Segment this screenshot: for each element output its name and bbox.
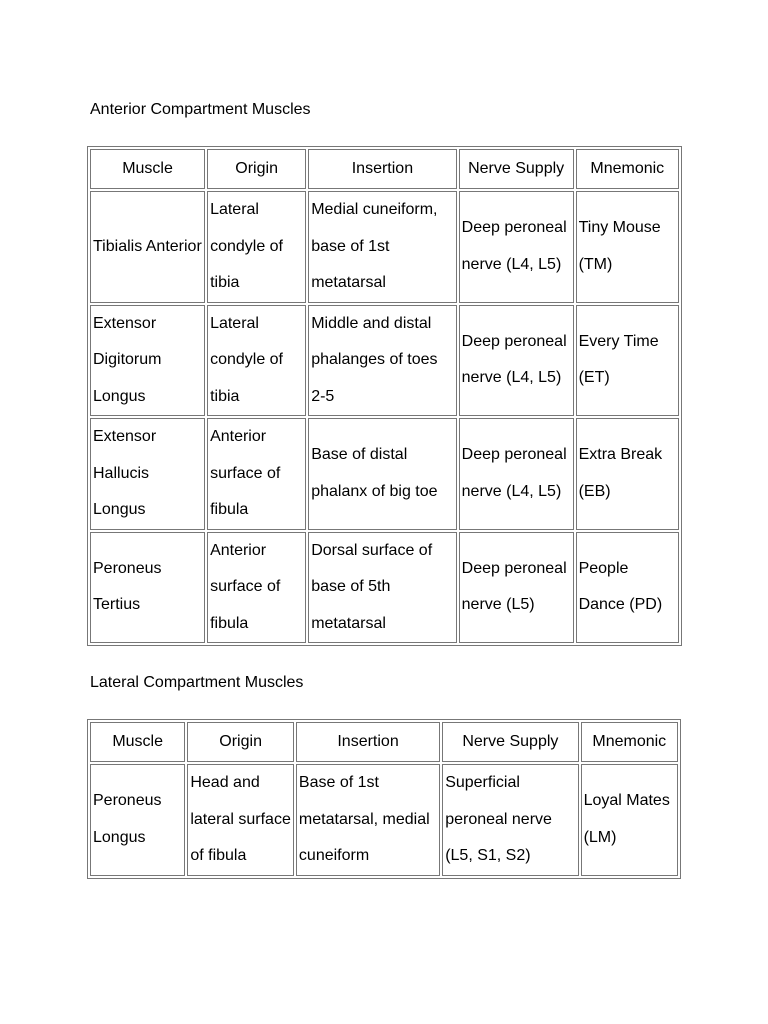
cell-origin: Anterior surface of fibula — [207, 532, 306, 644]
column-header-origin: Origin — [207, 149, 306, 189]
cell-nerve-supply: Deep peroneal nerve (L5) — [459, 532, 574, 644]
cell-origin: Head and lateral surface of fibula — [187, 764, 294, 876]
cell-nerve-supply: Deep peroneal nerve (L4, L5) — [459, 305, 574, 417]
cell-muscle: Peroneus Tertius — [90, 532, 205, 644]
cell-origin: Lateral condyle of tibia — [207, 191, 306, 303]
anterior-section-title: Anterior Compartment Muscles — [90, 101, 311, 118]
cell-insertion: Base of 1st metatarsal, medial cuneiform — [296, 764, 440, 876]
cell-nerve-supply: Superficial peroneal nerve (L5, S1, S2) — [442, 764, 578, 876]
cell-insertion: Dorsal surface of base of 5th metatarsal — [308, 532, 456, 644]
table-header-row — [90, 722, 678, 762]
column-header-insertion: Insertion — [296, 722, 440, 762]
cell-mnemonic: Every Time (ET) — [576, 305, 679, 417]
cell-mnemonic: Loyal Mates (LM) — [581, 764, 678, 876]
table-row — [90, 305, 679, 417]
column-header-insertion: Insertion — [308, 149, 456, 189]
cell-origin: Anterior surface of fibula — [207, 418, 306, 530]
cell-insertion: Medial cuneiform, base of 1st metatarsal — [308, 191, 456, 303]
column-header-mnemonic: Mnemonic — [581, 722, 678, 762]
cell-muscle: Peroneus Longus — [90, 764, 185, 876]
lateral-section-title: Lateral Compartment Muscles — [90, 674, 304, 691]
table-row — [90, 191, 679, 303]
column-header-muscle: Muscle — [90, 149, 205, 189]
cell-mnemonic: People Dance (PD) — [576, 532, 679, 644]
cell-mnemonic: Tiny Mouse (TM) — [576, 191, 679, 303]
column-header-nerve-supply: Nerve Supply — [442, 722, 578, 762]
cell-origin: Lateral condyle of tibia — [207, 305, 306, 417]
cell-muscle: Extensor Digitorum Longus — [90, 305, 205, 417]
cell-muscle: Extensor Hallucis Longus — [90, 418, 205, 530]
lateral-muscles-table — [87, 719, 681, 879]
column-header-mnemonic: Mnemonic — [576, 149, 679, 189]
cell-nerve-supply: Deep peroneal nerve (L4, L5) — [459, 418, 574, 530]
table-row — [90, 764, 678, 876]
cell-nerve-supply: Deep peroneal nerve (L4, L5) — [459, 191, 574, 303]
anterior-muscles-table — [87, 146, 682, 646]
table-header-row — [90, 149, 679, 189]
cell-mnemonic: Extra Break (EB) — [576, 418, 679, 530]
column-header-origin: Origin — [187, 722, 294, 762]
cell-insertion: Middle and distal phalanges of toes 2-5 — [308, 305, 456, 417]
column-header-muscle: Muscle — [90, 722, 185, 762]
table-row — [90, 532, 679, 644]
cell-muscle: Tibialis Anterior — [90, 191, 205, 303]
table-row — [90, 418, 679, 530]
column-header-nerve-supply: Nerve Supply — [459, 149, 574, 189]
cell-insertion: Base of distal phalanx of big toe — [308, 418, 456, 530]
